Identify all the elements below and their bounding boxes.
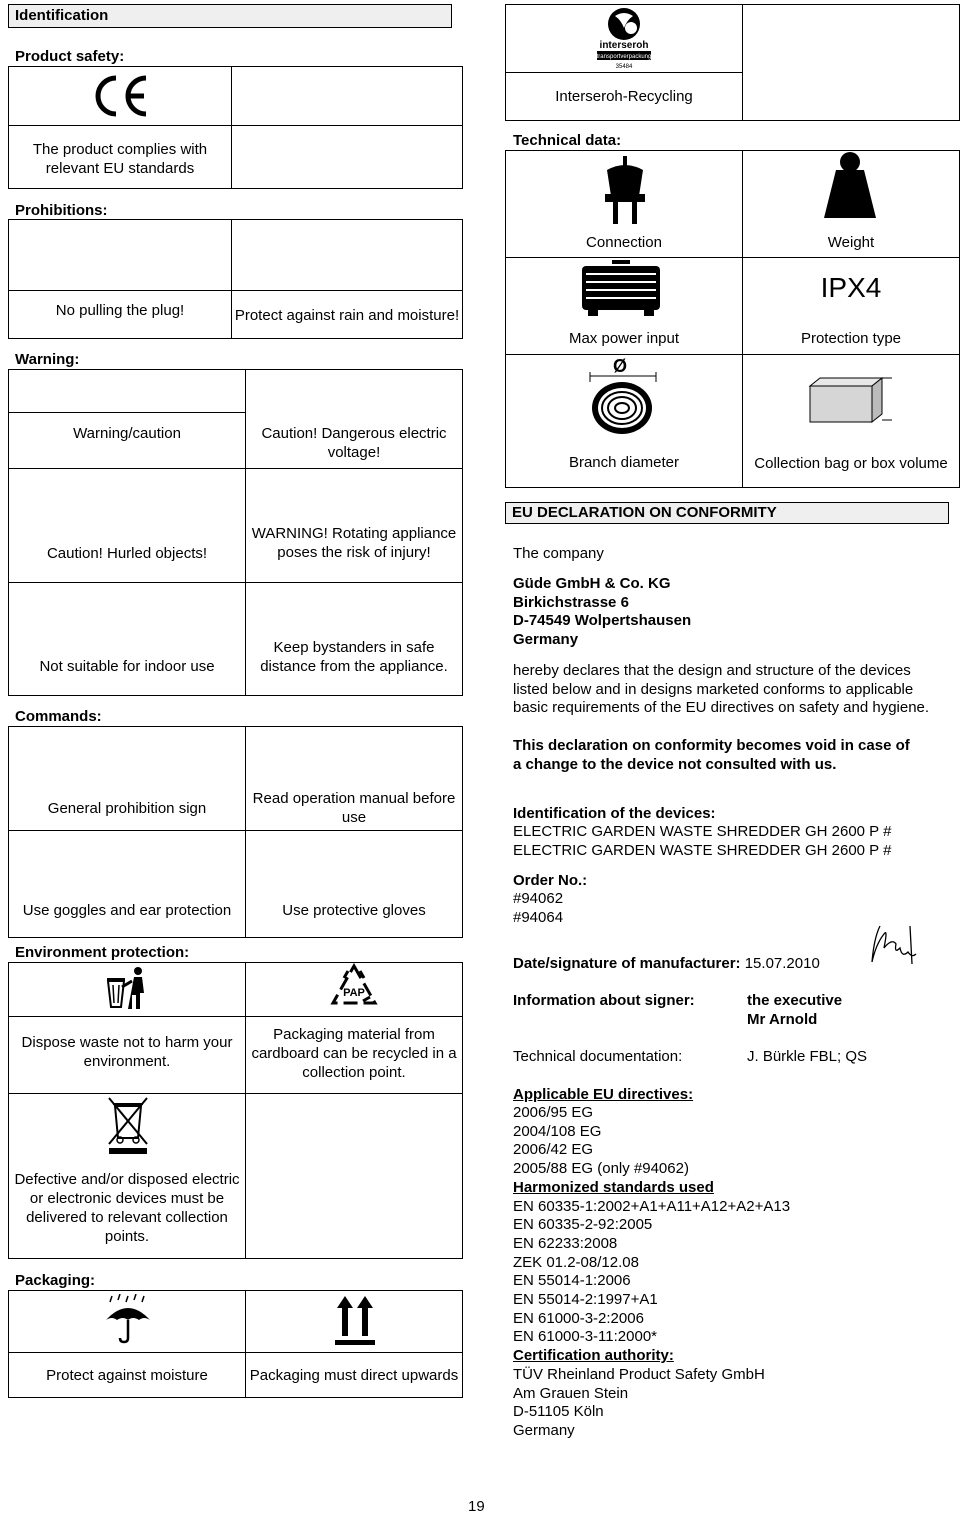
directive-item: 2006/42 EG bbox=[513, 1141, 594, 1159]
environment-heading: Environment protection: bbox=[15, 944, 190, 961]
date-value: 15.07.2010 bbox=[744, 955, 820, 972]
standard-item: EN 60335-2-92:2005 bbox=[513, 1216, 653, 1234]
directives-title: Applicable EU directives: bbox=[513, 1086, 694, 1103]
warning-caution-label: Warning/caution bbox=[73, 424, 181, 442]
technical-data-grid bbox=[505, 150, 960, 488]
cert-title: Certification authority: bbox=[513, 1347, 674, 1365]
branch-diameter-label: Branch diameter bbox=[568, 453, 680, 471]
not-indoor bbox=[10, 654, 244, 678]
weight bbox=[744, 230, 958, 254]
product-safety-heading: Product safety: bbox=[15, 48, 125, 65]
this-way-up-icon bbox=[333, 1294, 377, 1346]
interseroh-recycling-label: Interseroh-Recycling bbox=[555, 87, 693, 105]
page-number: 19 bbox=[468, 1498, 485, 1515]
no-pulling-label: No pulling the plug! bbox=[55, 301, 185, 319]
signer-label: Information about signer: bbox=[513, 992, 695, 1009]
cert-line: Germany bbox=[513, 1421, 575, 1439]
order-no-label: Order No.: bbox=[513, 872, 588, 889]
standard-item: EN 60335-1:2002+A1+A11+A12+A2+A13 bbox=[513, 1197, 791, 1215]
max-power-label: Max power input bbox=[568, 329, 680, 347]
pap-text bbox=[247, 1023, 461, 1083]
general-prohibition bbox=[10, 796, 244, 820]
cert-line: D-51105 Köln bbox=[513, 1403, 604, 1421]
signer-line: Mr Arnold bbox=[747, 1010, 818, 1028]
pap-text-label: Packaging material from cardboard can be recycled in a collection point. bbox=[251, 1025, 457, 1081]
keep-bystanders bbox=[247, 638, 461, 696]
order-item: #94062 bbox=[513, 890, 564, 907]
keep-bystanders-label: Keep bystanders in safe distance from the appliance. bbox=[260, 639, 448, 675]
identification-header bbox=[8, 4, 452, 28]
collection-box-icon bbox=[806, 376, 894, 424]
company-address bbox=[513, 575, 953, 650]
no-pulling-plug bbox=[10, 292, 230, 328]
weee-bin-icon bbox=[105, 1096, 151, 1154]
rotating-warning-label: WARNING! Rotating appliance poses the risk of injury! bbox=[251, 525, 457, 561]
date-label: Date/signature of manufacturer: bbox=[513, 955, 741, 972]
connection-label: Connection bbox=[586, 233, 662, 251]
warning-heading: Warning: bbox=[15, 351, 80, 368]
ipx4 bbox=[744, 270, 958, 306]
goggles-label: Use goggles and ear protection bbox=[22, 901, 232, 919]
interseroh-sub: transportverpackung bbox=[596, 54, 652, 60]
technical-data-heading: Technical data: bbox=[513, 132, 622, 149]
collection-bag bbox=[744, 442, 958, 484]
company-line: Güde GmbH & Co. KG bbox=[513, 575, 671, 592]
standard-item: EN 55014-2:1997+A1 bbox=[513, 1291, 658, 1309]
max-power bbox=[507, 326, 741, 350]
standard-item: EN 61000-3-11:2000* bbox=[513, 1328, 657, 1346]
plug-connection-icon bbox=[601, 156, 649, 226]
read-manual-label: Read operation manual before use bbox=[252, 790, 456, 826]
company-line: Birkichstrasse 6 bbox=[513, 593, 629, 611]
hurled-objects bbox=[10, 540, 244, 566]
packaging-heading: Packaging: bbox=[15, 1272, 96, 1289]
device-item: ELECTRIC GARDEN WASTE SHREDDER GH 2600 P # bbox=[513, 823, 892, 840]
standards-title: Harmonized standards used bbox=[513, 1178, 714, 1196]
ce-text bbox=[10, 126, 230, 178]
packaging-upwards bbox=[247, 1354, 461, 1396]
ipx4-value: IPX4 bbox=[820, 272, 882, 303]
date-signature bbox=[513, 955, 820, 974]
protect-rain bbox=[233, 292, 461, 338]
not-indoor-label: Not suitable for indoor use bbox=[39, 657, 215, 675]
weight-label: Weight bbox=[827, 233, 875, 251]
standard-item: EN 61000-3-2:2006 bbox=[513, 1309, 644, 1327]
dispose-text bbox=[10, 1032, 244, 1072]
collection-bag-label: Collection bag or box volume bbox=[754, 454, 948, 472]
directive-item: 2005/88 EG (only #94062) bbox=[513, 1160, 689, 1178]
protect-moisture bbox=[10, 1362, 244, 1388]
weee-text bbox=[10, 1168, 244, 1248]
ce-text-label: The product complies with relevant EU standards bbox=[32, 141, 208, 177]
weee-label: Defective and/or disposed electric or electronic devices must be delivered to relevant collection points. bbox=[14, 1171, 240, 1245]
ce-mark-icon bbox=[90, 72, 150, 120]
order-item: #94064 bbox=[513, 908, 564, 926]
techdoc-value: J. Bürkle FBL; QS bbox=[747, 1048, 868, 1065]
prohibitions-heading: Prohibitions: bbox=[15, 202, 108, 219]
directive-item: 2006/95 EG bbox=[513, 1104, 594, 1121]
protection-type bbox=[744, 326, 958, 350]
branch-diameter bbox=[507, 450, 741, 474]
device-item: ELECTRIC GARDEN WASTE SHREDDER GH 2600 P # bbox=[513, 841, 892, 859]
hurled-objects-label: Caution! Hurled objects! bbox=[46, 544, 208, 562]
motor-power-icon bbox=[578, 260, 664, 318]
pap-label: PAP bbox=[343, 987, 365, 999]
void-notice: This declaration on conformity becomes void in case of a change to the device not consulted with us. bbox=[513, 737, 910, 773]
standard-item: EN 55014-1:2006 bbox=[513, 1272, 631, 1290]
signer-value bbox=[747, 992, 842, 1029]
umbrella-icon bbox=[104, 1294, 152, 1344]
the-company: The company bbox=[513, 545, 604, 562]
dispose-waste-icon bbox=[104, 965, 150, 1011]
interseroh-logo bbox=[593, 6, 655, 70]
company-line: Germany bbox=[513, 631, 579, 649]
order-list bbox=[513, 890, 563, 927]
interseroh-num: 35484 bbox=[615, 64, 633, 70]
dangerous-voltage bbox=[247, 422, 461, 464]
signature-image bbox=[866, 924, 920, 972]
device-list bbox=[513, 823, 953, 860]
protection-type-label: Protection type bbox=[800, 329, 902, 347]
read-manual bbox=[247, 788, 461, 828]
diameter-symbol: Ø bbox=[612, 356, 628, 376]
gloves bbox=[247, 898, 461, 922]
warning-caution bbox=[10, 414, 244, 452]
cert-line: Am Grauen Stein bbox=[513, 1384, 629, 1402]
dangerous-voltage-label: Caution! Dangerous electric voltage! bbox=[261, 425, 447, 461]
interseroh-brand: interseroh bbox=[599, 40, 649, 51]
rotating-warning bbox=[247, 524, 461, 582]
connection bbox=[507, 230, 741, 254]
directives-list bbox=[513, 1104, 790, 1441]
standard-item: EN 62233:2008 bbox=[513, 1234, 618, 1252]
company-line: D-74549 Wolpertshausen bbox=[513, 612, 692, 630]
protect-rain-label: Protect against rain and moisture! bbox=[234, 306, 460, 324]
cert-line: TÜV Rheinland Product Safety GmbH bbox=[513, 1365, 765, 1383]
standard-item: ZEK 01.2-08/12.08 bbox=[513, 1253, 639, 1271]
weight-icon bbox=[822, 152, 878, 220]
dispose-label: Dispose waste not to harm your environment. bbox=[21, 1034, 233, 1070]
identification-devices: Identification of the devices: bbox=[513, 805, 716, 822]
pap-recycle-icon bbox=[330, 963, 378, 1009]
declaration-text: hereby declares that the design and structure of the devices listed below and in designs marketed conforms to applicable basic requirements of the EU directives on safety and hygiene. bbox=[513, 662, 930, 717]
interseroh-recycling bbox=[507, 84, 741, 108]
techdoc-label: Technical documentation: bbox=[513, 1048, 683, 1065]
commands-heading: Commands: bbox=[15, 708, 102, 725]
eu-declaration-header bbox=[505, 502, 949, 524]
goggles bbox=[10, 890, 244, 930]
protect-moisture-label: Protect against moisture bbox=[46, 1366, 208, 1384]
packaging-upwards-label: Packaging must direct upwards bbox=[249, 1366, 459, 1384]
directive-item: 2004/108 EG bbox=[513, 1122, 602, 1140]
general-prohibition-label: General prohibition sign bbox=[47, 799, 207, 817]
signer-line: the executive bbox=[747, 992, 843, 1009]
branch-diameter-icon bbox=[586, 354, 668, 438]
eu-declaration-title: EU DECLARATION ON CONFORMITY bbox=[512, 504, 777, 521]
identification-title: Identification bbox=[15, 7, 109, 24]
gloves-label: Use protective gloves bbox=[282, 901, 426, 919]
